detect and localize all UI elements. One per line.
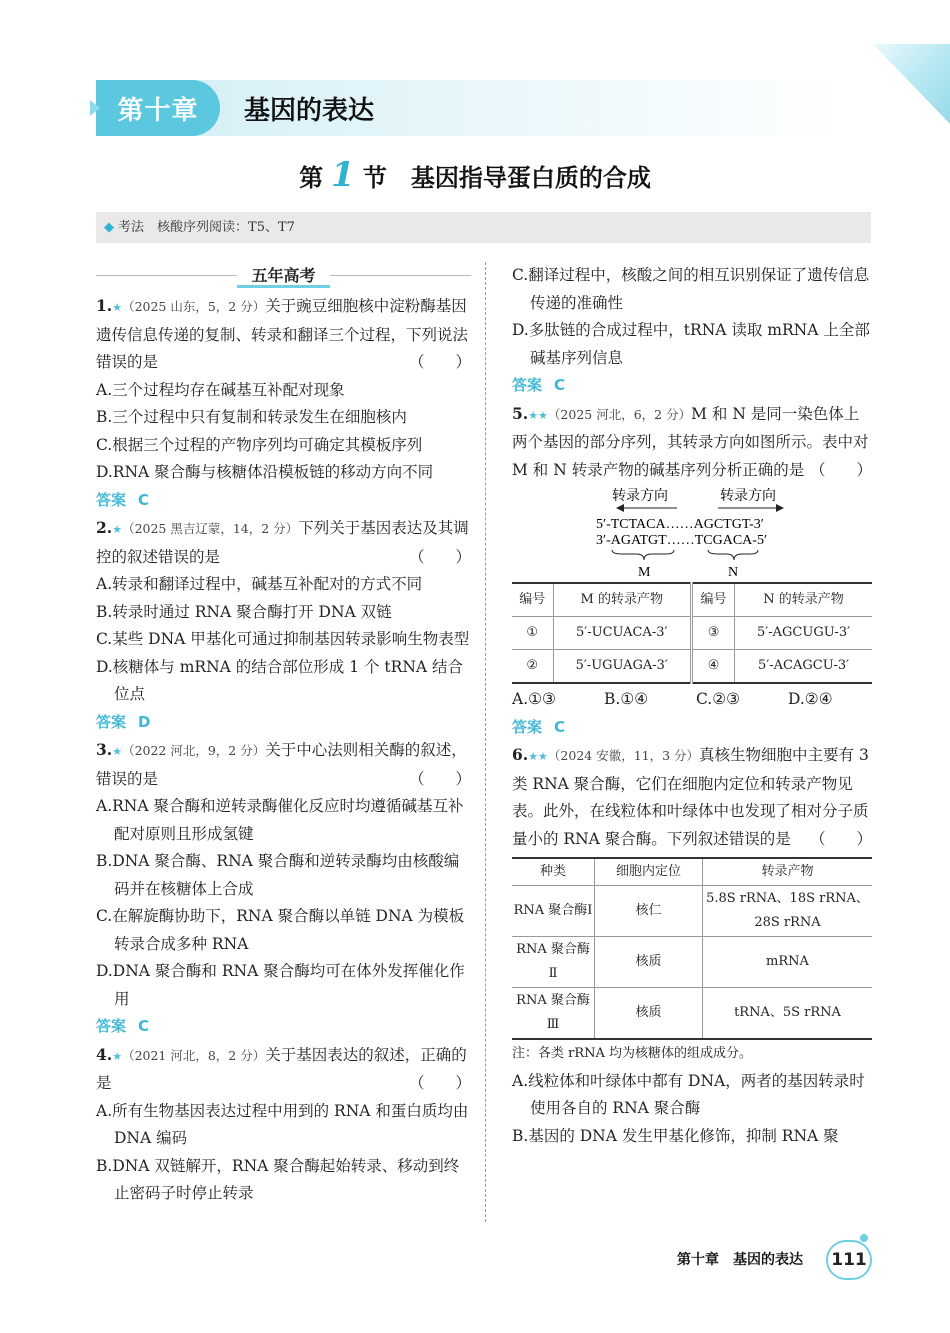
polymerase-table bbox=[512, 857, 872, 1040]
strand-top: 5′-TCTACA……AGCTGT-3′ bbox=[596, 517, 764, 532]
option: D.多肽链的合成过程中，tRNA 读取 mRNA 上全部碱基序列信息 bbox=[512, 321, 870, 367]
options-row bbox=[512, 686, 872, 714]
star-icon: ★ bbox=[112, 1049, 123, 1063]
table-row: ② 5′-UGUAGA-3′ ④ 5′-ACAGCU-3′ bbox=[512, 650, 872, 684]
section-number: 1 bbox=[331, 155, 355, 195]
option: D.RNA 聚合酶与核糖体沿模板链的移动方向不同 bbox=[96, 463, 434, 481]
chapter-tag bbox=[96, 80, 220, 136]
question-6: 6.★★（2024 安徽，11，3 分）真核生物细胞中主要有 3 类 RNA 聚合酶，它们在细胞内定位和转录产物见表。此外，在线粒体和叶绿体中也发现了相对分子质量小的 RNA 聚合酶。下列叙述错误的是 （ ） 种类 细胞内定位 转录产物 RNA 聚合酶Ⅰ 核仁 5.8S rRNA、18S rRNA、28S rRNA RNA 聚合酶Ⅱ 核质 mRNA RNA 聚合酶Ⅲ 核质 tRNA、5S rRNA 注：各类 rRNA 均为核糖体的组成成分。 A.线粒体和叶绿体中都有 DNA，两者的基因转录时使用各自的 RNA 聚合酶 B.基因的 DNA 发生甲基化修饰，抑制 RNA 聚 bbox=[512, 741, 872, 1150]
table-row: RNA 聚合酶Ⅱ 核质 mRNA bbox=[512, 937, 872, 988]
question-5: 5.★★（2025 河北，6，2 分）M 和 N 是同一染色体上两个基因的部分序列，其转录方向如图所示。表中对 M 和 N 转录产物的碱基序列分析正确的是 （ ） 转录方向 转录方向 5′-TCTACA……AGCTGT-3′ 3′-AGATGT……TCGACA-5′ M N 编号 M 的转录产物 编号 N 的转录产物 ① 5′-UCUACA-3′ ③ 5′-AGCUGU-3′ ② 5′-UGUAGA-3′ ④ 5′-ACAGCU-3′ A.①③ B.①④ C.②③ D.②④ 答案 C bbox=[512, 400, 872, 742]
answer: 答案 D bbox=[96, 712, 151, 731]
option: B.①④ bbox=[604, 690, 649, 708]
option: D.DNA 聚合酶和 RNA 聚合酶均可在体外发挥催化作用 bbox=[96, 962, 465, 1008]
strand-bottom: 3′-AGATGT……TCGACA-5′ bbox=[596, 533, 768, 548]
star-icon: ★ bbox=[112, 745, 123, 758]
chapter-title: 基因的表达 bbox=[244, 96, 375, 126]
table-row: RNA 聚合酶Ⅰ 核仁 5.8S rRNA、18S rRNA、28S rRNA bbox=[512, 886, 872, 937]
option: B.DNA 聚合酶、RNA 聚合酶和逆转录酶均由核酸编码并在核糖体上合成 bbox=[96, 852, 460, 898]
brace-m bbox=[612, 550, 674, 560]
left-column bbox=[96, 262, 471, 1208]
option: A.RNA 聚合酶和逆转录酶催化反应时均遵循碱基互补配对原则且形成氢键 bbox=[96, 797, 464, 843]
star-icon: ★ bbox=[112, 523, 123, 536]
page-dot-decoration bbox=[860, 1234, 868, 1242]
direction-label-n: 转录方向 bbox=[720, 488, 776, 504]
direction-label-m: 转录方向 bbox=[612, 488, 668, 504]
option: A.三个过程均存在碱基互补配对现象 bbox=[96, 380, 345, 399]
option: A.①③ bbox=[512, 690, 556, 708]
option: D.核糖体与 mRNA 的结合部位形成 1 个 tRNA 结合位点 bbox=[96, 657, 464, 703]
star-icon: ★★ bbox=[528, 750, 548, 763]
footer-chapter: 第十章 基因的表达 bbox=[677, 1252, 803, 1268]
transcript-table bbox=[512, 582, 872, 684]
question-3: 3.★（2022 河北，9，2 分）关于中心法则相关酶的叙述，错误的是 （ ） A.RNA 聚合酶和逆转录酶催化反应时均遵循碱基互补配对原则且形成氢键 B.DNA 聚合酶、RNA 聚合酶和逆转录酶均由核酸编码并在核糖体上合成 C.在解旋酶协助下，RNA 聚合酶以单链 DNA 为模板转录合成多种 RNA D.DNA 聚合酶和 RNA 聚合酶均可在体外发挥催化作用 答案 C bbox=[96, 736, 471, 1041]
star-icon: ★ bbox=[112, 301, 123, 314]
page-number: 111 bbox=[826, 1240, 872, 1280]
option: A.线粒体和叶绿体中都有 DNA，两者的基因转录时使用各自的 RNA 聚合酶 bbox=[512, 1071, 865, 1117]
table-note: 注：各类 rRNA 均为核糖体的组成成分。 bbox=[512, 1046, 753, 1061]
table-header-row: 编号 M 的转录产物 编号 N 的转录产物 bbox=[512, 583, 872, 617]
column-divider bbox=[485, 262, 486, 1222]
right-column bbox=[512, 262, 872, 1150]
option: C.翻译过程中，核酸之间的相互识别保证了遗传信息传递的准确性 bbox=[512, 266, 870, 312]
option: D.②④ bbox=[788, 690, 833, 708]
option: A.所有生物基因表达过程中用到的 RNA 和蛋白质均由 DNA 编码 bbox=[96, 1101, 469, 1147]
section-title: 第 1 节 基因指导蛋白质的合成 bbox=[299, 155, 651, 195]
section-heading: 五年高考 bbox=[96, 262, 471, 290]
table-row: RNA 聚合酶Ⅲ 核质 tRNA、5S rRNA bbox=[512, 988, 872, 1040]
label-m: M bbox=[638, 565, 651, 580]
option: B.三个过程中只有复制和转录发生在细胞核内 bbox=[96, 408, 407, 426]
answer: 答案 C bbox=[96, 490, 150, 509]
question-4: 4.★（2021 河北，8，2 分）关于基因表达的叙述，正确的是 （ ） A.所有生物基因表达过程中用到的 RNA 和蛋白质均由 DNA 编码 B.DNA 双链解开，RNA 聚合酶起始转录、移动到终止密码子时停止转录 bbox=[96, 1041, 471, 1208]
option: A.转录和翻译过程中，碱基互补配对的方式不同 bbox=[96, 575, 423, 593]
option: B.DNA 双链解开，RNA 聚合酶起始转录、移动到终止密码子时停止转录 bbox=[96, 1156, 460, 1202]
label-n: N bbox=[728, 565, 739, 580]
dna-figure bbox=[512, 484, 872, 582]
diamond-icon: ◆ bbox=[104, 220, 114, 235]
star-icon: ★★ bbox=[528, 408, 548, 422]
corner-decoration bbox=[840, 44, 950, 124]
question-2: 2.★（2025 黑吉辽蒙，14，2 分）下列关于基因表达及其调控的叙述错误的是 （ ） A.转录和翻译过程中，碱基互补配对的方式不同 B.转录时通过 RNA 聚合酶打开 DNA 双链 C.某些 DNA 甲基化可通过抑制基因转录影响生物表型 D.核糖体与 mRNA 的结合部位形成 1 个 tRNA 结合位点 答案 D bbox=[96, 514, 471, 736]
option: B.基因的 DNA 发生甲基化修饰，抑制 RNA 聚 bbox=[512, 1126, 839, 1145]
option: C.在解旋酶协助下，RNA 聚合酶以单链 DNA 为模板转录合成多种 RNA bbox=[96, 907, 465, 953]
option: C.根据三个过程的产物序列均可确定其模板序列 bbox=[96, 435, 423, 454]
dna-diagram bbox=[512, 484, 872, 582]
brace-n bbox=[708, 550, 758, 560]
option: C.某些 DNA 甲基化可通过抑制基因转录影响生物表型 bbox=[96, 630, 470, 648]
arrowhead-right bbox=[776, 504, 784, 512]
table-header-row: 种类 细胞内定位 转录产物 bbox=[512, 858, 872, 886]
answer: 答案 C bbox=[512, 717, 566, 736]
chapter-tag-text: 第十章 bbox=[117, 95, 199, 126]
option: C.②③ bbox=[696, 690, 741, 708]
answer: 答案 C bbox=[96, 1017, 150, 1035]
table-row: ① 5′-UCUACA-3′ ③ 5′-AGCUGU-3′ bbox=[512, 617, 872, 650]
answer: 答案 C bbox=[512, 376, 566, 394]
question-1: 1.★（2025 山东，5，2 分）关于豌豆细胞核中淀粉酶基因遗传信息传递的复制、转录和翻译三个过程，下列说法错误的是 （ ） A.三个过程均存在碱基互补配对现象 B.三个过程中只有复制和转录发生在细胞核内 C.根据三个过程的产物序列均可确定其模板序列 D.RNA 聚合酶与核糖体沿模板链的移动方向不同 答案 C bbox=[96, 292, 471, 514]
arrowhead-left bbox=[616, 504, 624, 512]
option: B.转录时通过 RNA 聚合酶打开 DNA 双链 bbox=[96, 602, 392, 621]
question-4-continued bbox=[512, 262, 872, 400]
kaofa-bar: ◆ 考法 核酸序列阅读：T5、T7 bbox=[96, 212, 871, 243]
